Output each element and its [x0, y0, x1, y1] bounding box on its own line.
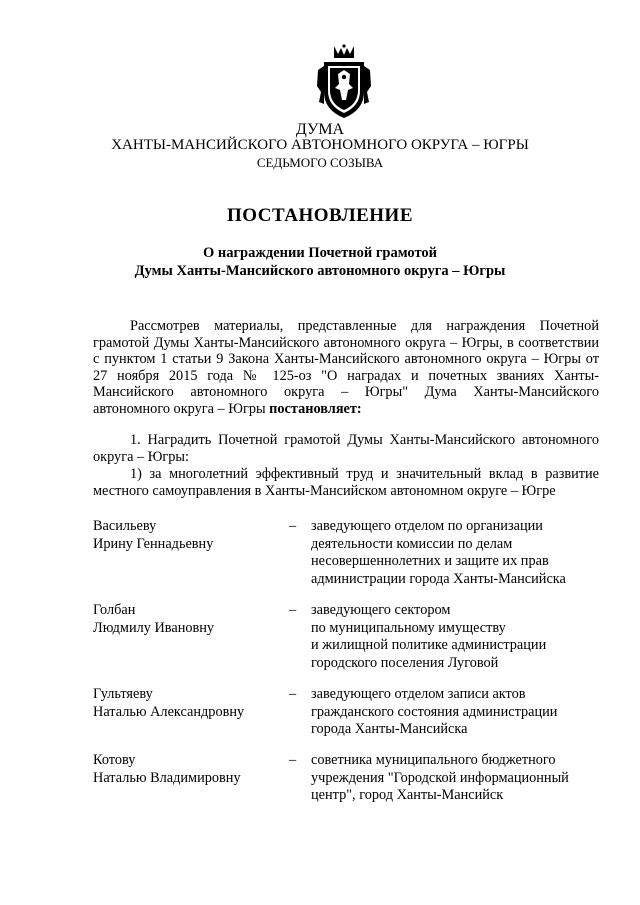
awardee-position [311, 686, 611, 739]
awardee-surname: Котову [93, 752, 136, 768]
position-line: учреждения "Городской информационный [311, 769, 569, 786]
position-line: администрации города Ханты-Мансийска [311, 570, 566, 587]
preamble-paragraph [93, 318, 599, 417]
awardee-position [311, 518, 611, 588]
awardee-surname: Голбан [93, 602, 136, 618]
coat-of-arms-icon [316, 44, 372, 120]
dash-separator: – [289, 602, 297, 618]
awardee-given-name: Наталью Владимировну [93, 769, 241, 786]
position-line: гражданского состояния администрации [311, 703, 558, 720]
awardee-given-name: Наталью Александровну [93, 703, 245, 720]
position-line: по муниципальному имуществу [311, 619, 506, 636]
dash-separator: – [289, 518, 297, 534]
position-line: и жилищной политике администрации [311, 637, 547, 653]
position-line: заведующего отделом по организации [311, 518, 543, 534]
preamble-text: Рассмотрев материалы, представленные для награждения Почетной грамотой Думы Ханты-Мансийского автономного округа – Югры, в соответствии с пунктом 1 статьи 9 Закона Ханты-Мансийского автономного округа – Югры от 27 ноября 2015 года № 125-оз "О наградах и почетных званиях Ханты-Мансийского автономного округа – Югры" Дума Ханты-Мансийского автономного округа – Югры [93, 318, 599, 417]
document-type-title: ПОСТАНОВЛЕНИЕ [226, 205, 414, 226]
position-line: советника муниципального бюджетного [311, 752, 556, 768]
position-line: города Ханты-Мансийска [311, 721, 468, 737]
item-1-1-text: 1) за многолетний эффективный труд и значительный вклад в развитие местного самоуправления в Ханты-Мансийском автономном округе – Югре [93, 466, 599, 499]
item-1-paragraph [93, 432, 599, 465]
awardee-position [311, 752, 611, 805]
awardee-position [311, 602, 611, 672]
dash-separator: – [289, 752, 297, 768]
item-1-1-paragraph [93, 466, 599, 499]
awardee-name [93, 602, 283, 637]
awardee-name [93, 518, 283, 553]
awardee-given-name: Людмилу Ивановну [93, 619, 215, 636]
document-subject [0, 244, 640, 280]
awardee-name [93, 686, 283, 721]
convocation: СЕДЬМОГО СОЗЫВА [256, 155, 384, 170]
awardee-given-name: Ирину Геннадьевну [93, 535, 214, 552]
position-line: деятельности комиссии по делам [311, 535, 513, 552]
dash-separator: – [289, 686, 297, 702]
preamble-resolves: постановляет: [269, 400, 362, 417]
position-line: несовершеннолетних и защите их прав [311, 553, 549, 569]
org-name-okrug: ХАНТЫ-МАНСИЙСКОГО АВТОНОМНОГО ОКРУГА – ЮГРЫ [111, 137, 529, 153]
org-name-duma: ДУМА [295, 121, 345, 138]
awardee-name [93, 752, 283, 787]
position-line: заведующего сектором [311, 602, 451, 618]
item-1-text: 1. Наградить Почетной грамотой Думы Ханты-Мансийского автономного округа – Югры: [93, 432, 599, 465]
awardee-surname: Гультяеву [93, 686, 153, 702]
subject-line-1: О награждении Почетной грамотой [202, 245, 438, 261]
position-line: заведующего отделом записи актов [311, 686, 526, 702]
subject-line-2: Думы Ханты-Мансийского автономного округа – Югры [134, 263, 506, 279]
position-line: центр", город Ханты-Мансийск [311, 787, 504, 803]
awardee-surname: Васильеву [93, 518, 157, 534]
position-line: городского поселения Луговой [311, 654, 499, 671]
